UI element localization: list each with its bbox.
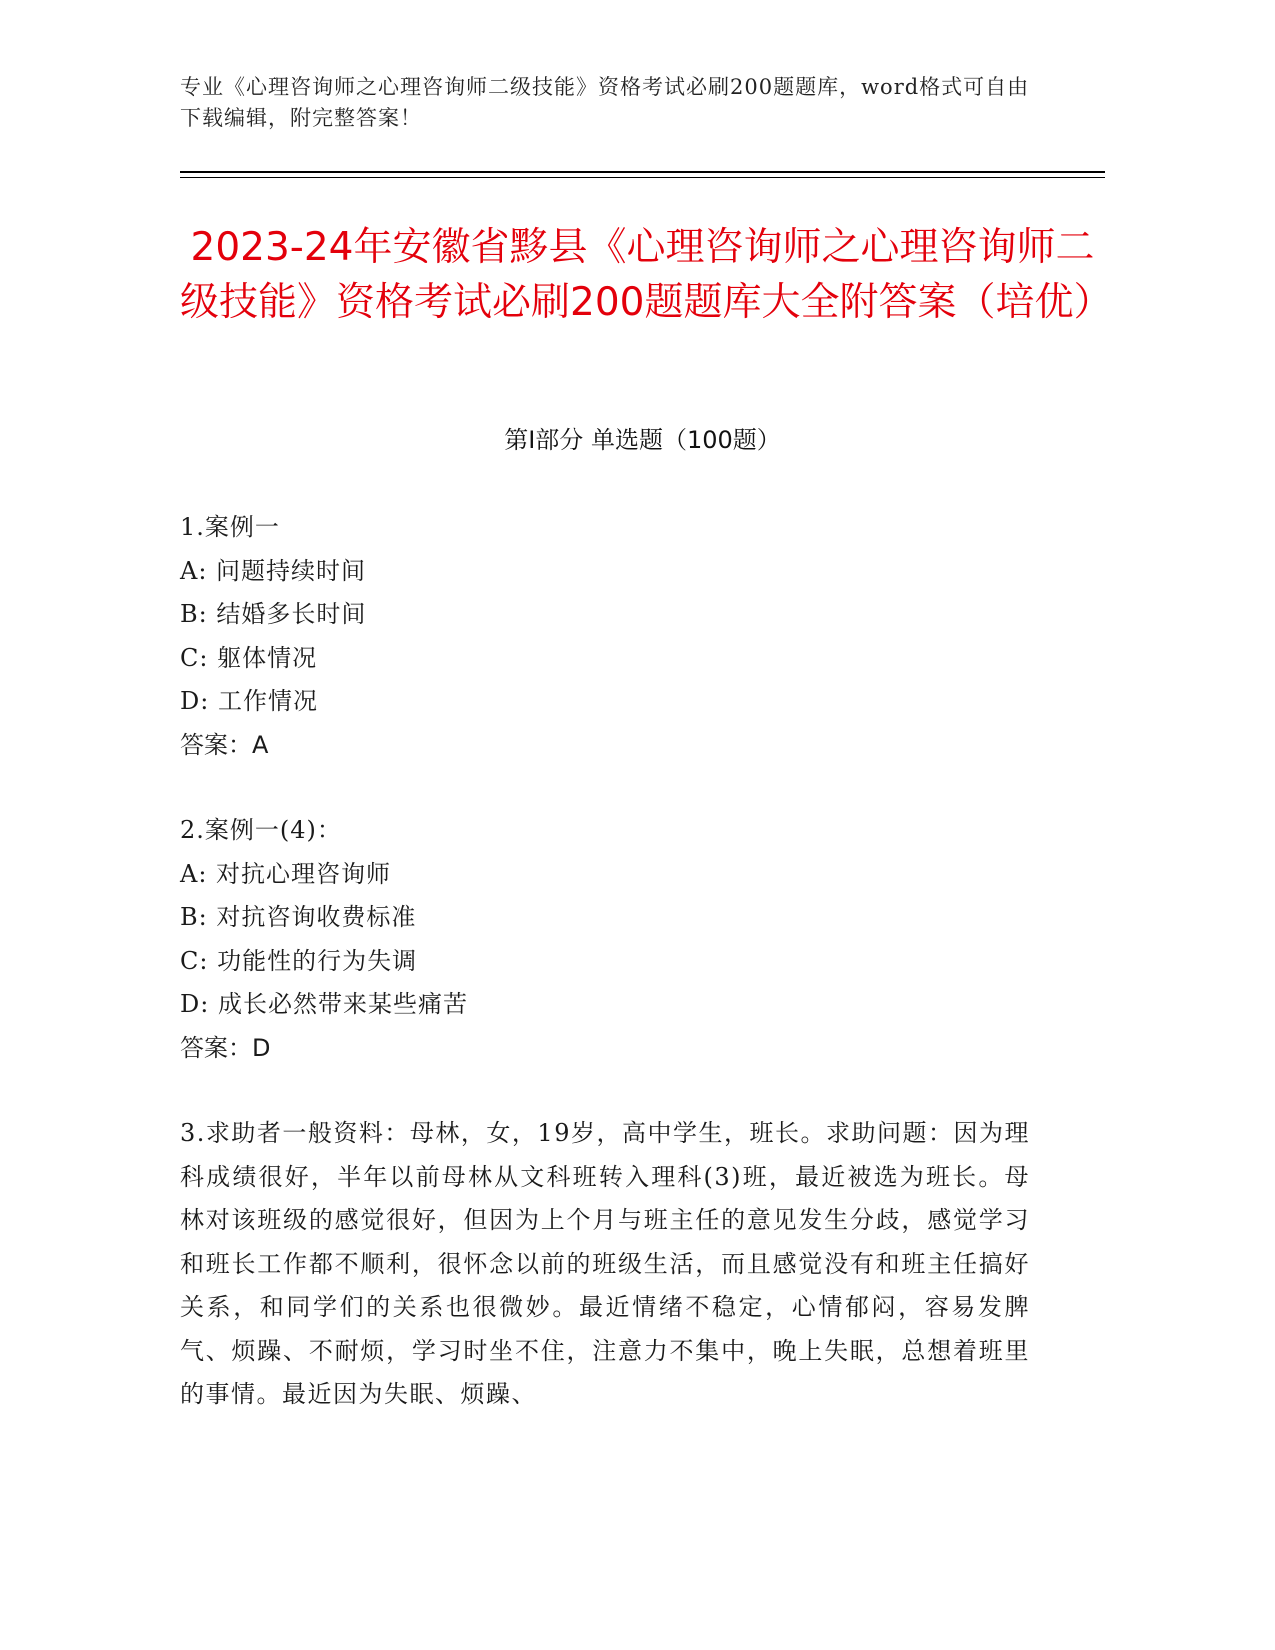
document-title: 2023-24年安徽省黟县《心理咨询师之心理咨询师二级技能》资格考试必刷200题题库大全附答案（培优） [180, 225, 1113, 325]
header-divider-thin [180, 177, 1105, 178]
option-b: B: 对抗咨询收费标准 [180, 903, 417, 931]
answer-line: 答案：D [180, 1033, 271, 1062]
question-1 [180, 506, 1040, 767]
option-b: B: 结婚多长时间 [180, 600, 367, 628]
question-stem: 2.案例一(4)： [180, 816, 342, 844]
question-2 [180, 809, 1040, 1070]
question-stem: 1.案例一 [180, 513, 280, 541]
option-d: D: 成长必然带来某些痛苦 [180, 990, 468, 1018]
option-a: A: 问题持续时间 [180, 556, 367, 585]
question-stem: 3.求助者一般资料：母林，女，19岁，高中学生，班长。求助问题：因为理科成绩很好，半年以前母林从文科班转入理科(3)班，最近被选为班长。母林对该班级的感觉很好，但因为上个月与班主任的意见发生分歧，感觉学习和班长工作都不顺利，很怀念以前的班级生活，而且感觉没有和班主任搞好关系，和同学们的关系也很微妙。最近情绪不稳定，心情郁闷，容易发脾气、烦躁、不耐烦，学习时坐不住，注意力不集中，晚上失眠，总想着班里的事情。最近因为失眠、烦躁、 [180, 1119, 1030, 1408]
header-note: 专业《心理咨询师之心理咨询师二级技能》资格考试必刷200题题库，word格式可自由下载编辑，附完整答案！ [180, 75, 1030, 130]
answer-line: 答案：A [180, 730, 269, 759]
option-a: A: 对抗心理咨询师 [180, 859, 392, 888]
option-c: C: 功能性的行为失调 [180, 946, 418, 975]
option-d: D: 工作情况 [180, 687, 318, 715]
question-list [180, 506, 1040, 1459]
section-heading: 第Ⅰ部分 单选题（100题） [504, 426, 781, 454]
header-divider-thick [180, 171, 1105, 173]
question-3 [180, 1112, 1040, 1417]
option-c: C: 躯体情况 [180, 643, 318, 672]
